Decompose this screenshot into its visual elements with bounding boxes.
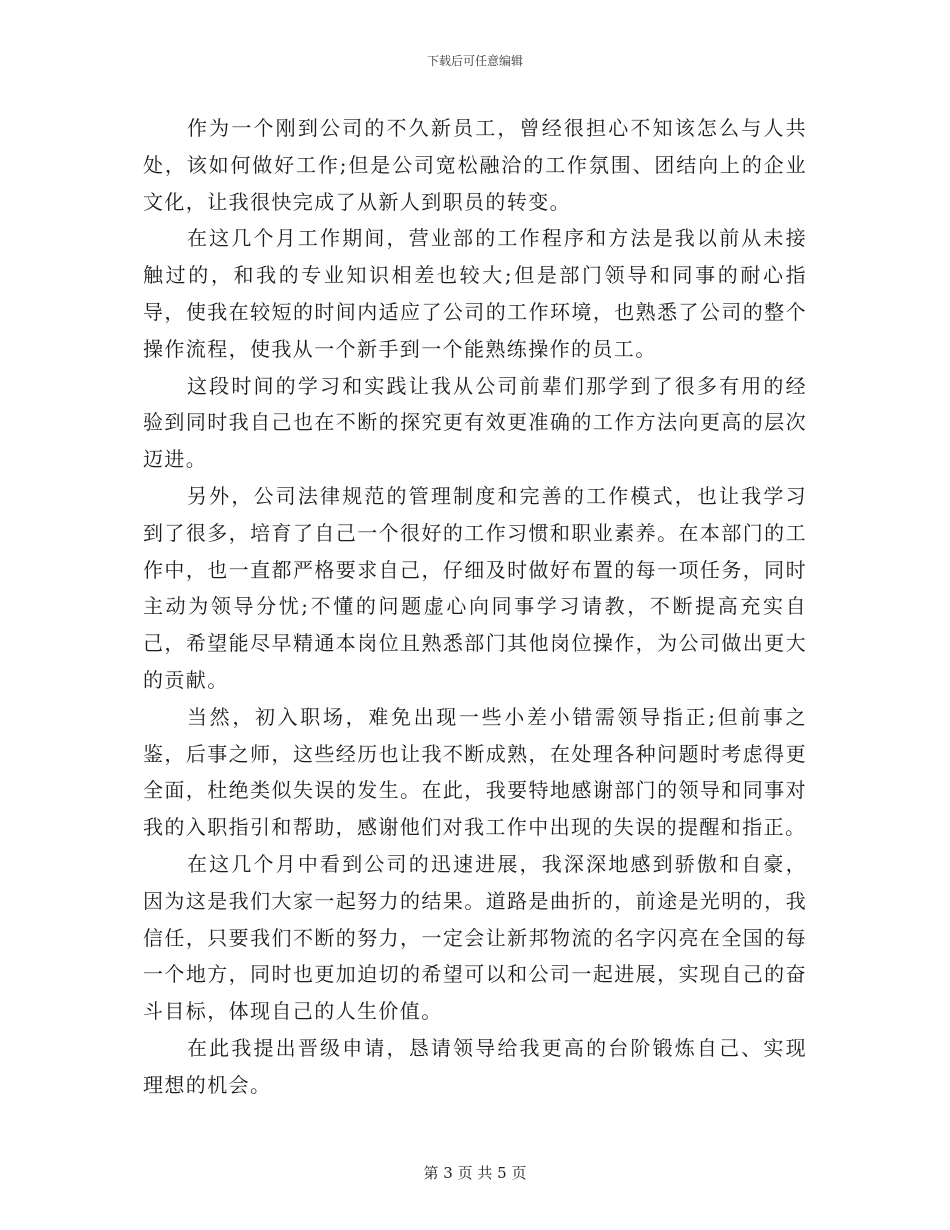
paragraph-7: 在此我提出晋级申请，恳请领导给我更高的台阶锻炼自己、实现理想的机会。 bbox=[143, 1035, 807, 1097]
document-body bbox=[143, 110, 807, 1104]
paragraph-5: 当然，初入职场，难免出现一些小差小错需领导指正;但前事之鉴，后事之师，这些经历也让我不断成熟，在处理各种问题时考虑得更全面，杜绝类似失误的发生。在此，我要特地感谢部门的领导和同事对我的入职指引和帮助，感谢他们对我工作中出现的失误的提醒和指正。 bbox=[143, 704, 807, 840]
page-number-footer: 第 3 页 共 5 页 bbox=[423, 1164, 527, 1182]
paragraph-3: 这段时间的学习和实践让我从公司前辈们那学到了很多有用的经验到同时我自己也在不断的探究更有效更准确的工作方法向更高的层次迈进。 bbox=[143, 373, 807, 472]
page-header-note: 下载后可任意编辑 bbox=[426, 54, 523, 68]
paragraph-1: 作为一个刚到公司的不久新员工，曾经很担心不知该怎么与人共处，该如何做好工作;但是公司宽松融洽的工作氛围、团结向上的企业文化，让我很快完成了从新人到职员的转变。 bbox=[143, 116, 807, 214]
paragraph-4: 另外，公司法律规范的管理制度和完善的工作模式，也让我学习到了很多，培育了自己一个很好的工作习惯和职业素养。在本部门的工作中，也一直都严格要求自己，仔细及时做好布置的每一项任务，同时主动为领导分忧;不懂的问题虚心向同事学习请教，不断提高充实自己，希望能尽早精通本岗位且熟悉部门其他岗位操作，为公司做出更大的贡献。 bbox=[143, 483, 807, 692]
paragraph-6: 在这几个月中看到公司的迅速进展，我深深地感到骄傲和自豪，因为这是我们大家一起努力的结果。道路是曲折的，前途是光明的，我信任，只要我们不断的努力，一定会让新邦物流的名字闪亮在全国的每一个地方，同时也更加迫切的希望可以和公司一起进展，实现自己的奋斗目标，体现自己的人生价值。 bbox=[143, 851, 807, 1024]
paragraph-2: 在这几个月工作期间，营业部的工作程序和方法是我以前从未接触过的，和我的专业知识相差也较大;但是部门领导和同事的耐心指导，使我在较短的时间内适应了公司的工作环境，也熟悉了公司的整个操作流程，使我从一个新手到一个能熟练操作的员工。 bbox=[143, 226, 807, 361]
